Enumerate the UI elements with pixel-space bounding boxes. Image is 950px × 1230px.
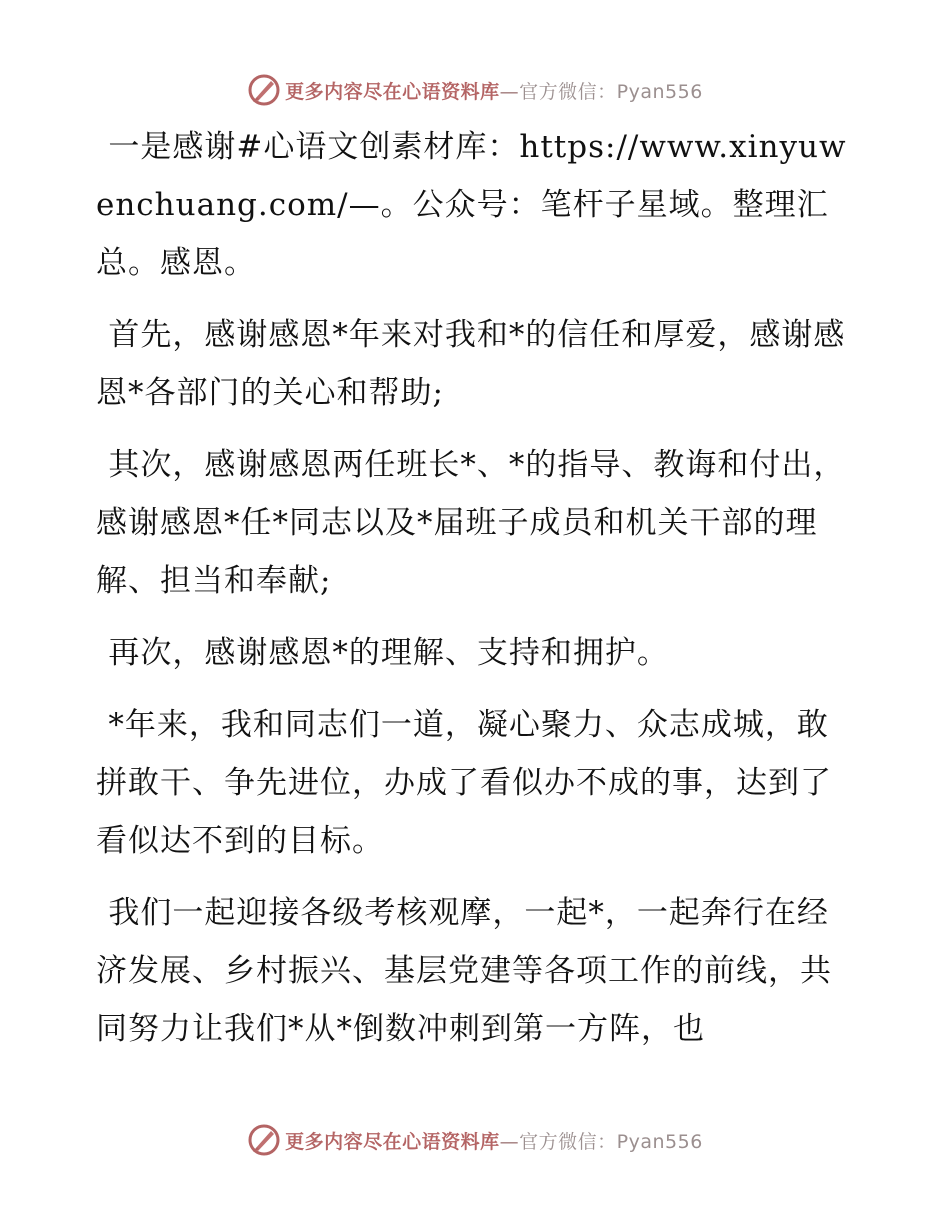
paragraph-5: *年来，我和同志们一道，凝心聚力、众志成城，敢拼敢干、争先进位，办成了看似办不成的事，达到了看似达不到的目标。 [96, 707, 832, 859]
footer-separator: — [499, 1130, 520, 1153]
paragraph-2: 首先，感谢感恩*年来对我和*的信任和厚爱，感谢感恩*各部门的关心和帮助; [96, 317, 846, 411]
header-banner-text [285, 77, 703, 104]
footer-brand-text: 更多内容尽在心语资料库 [285, 1130, 500, 1153]
paragraph-3: 其次，感谢感恩两任班长*、*的指导、教诲和付出，感谢感恩*任*同志以及*届班子成员和机关干部的理解、担当和奉献; [96, 447, 846, 599]
header-contact-text: 官方微信：Pyan556 [519, 80, 703, 103]
header-brand-text: 更多内容尽在心语资料库 [285, 80, 500, 103]
footer-contact-text: 官方微信：Pyan556 [519, 1130, 703, 1153]
quill-logo-icon [247, 1123, 281, 1157]
footer-banner-text [285, 1127, 703, 1154]
paragraph-1: 一是感谢#心语文创素材库：https://www.xinyuwenchuang.com/—。公众号：笔杆子星域。整理汇总。感恩。 [96, 129, 847, 281]
paragraph-6: 我们一起迎接各级考核观摩，一起*，一起奔行在经济发展、乡村振兴、基层党建等各项工作的前线，共同努力让我们*从*倒数冲刺到第一方阵，也 [96, 895, 832, 1047]
document-body [96, 118, 856, 1072]
header-separator: — [499, 80, 520, 103]
footer-banner [0, 1120, 950, 1160]
header-banner [0, 70, 950, 110]
quill-logo-icon [247, 73, 281, 107]
paragraph-4: 再次，感谢感恩*的理解、支持和拥护。 [108, 635, 669, 671]
